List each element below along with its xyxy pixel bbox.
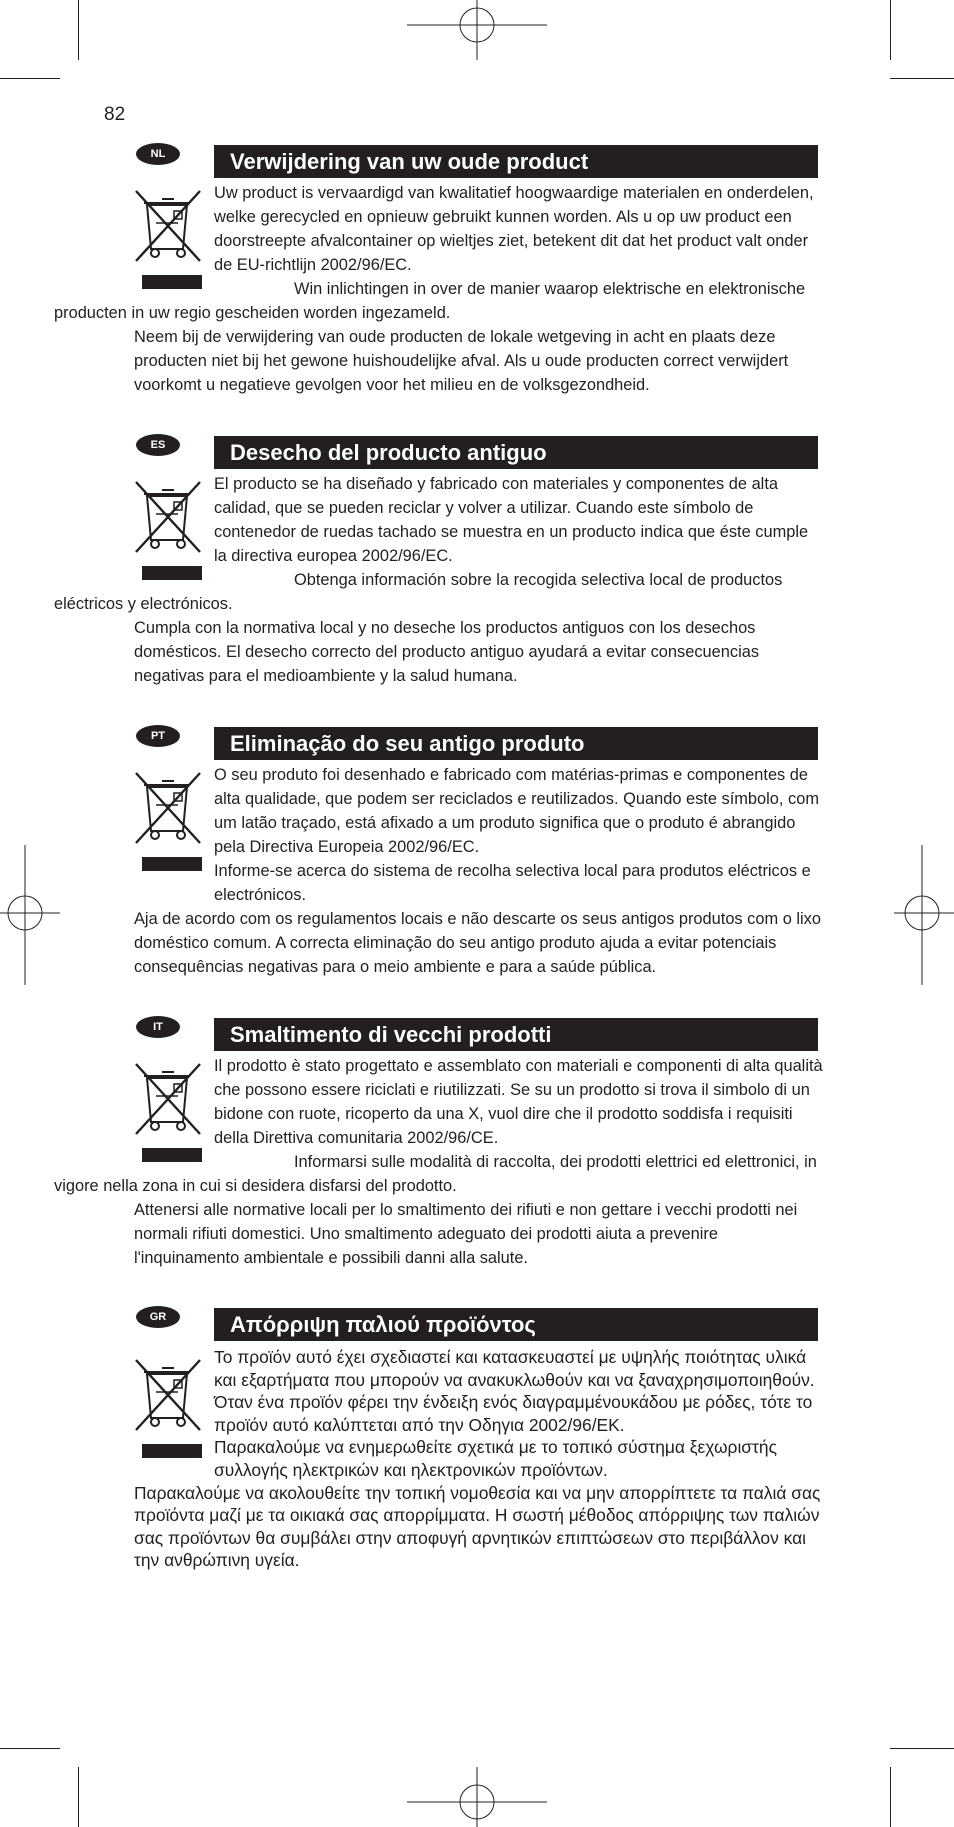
crossed-out-wheelie-bin-icon (134, 476, 204, 580)
crop-mark (78, 1767, 79, 1827)
section-title: Απόρριψη παλιού προϊόντος (214, 1308, 818, 1341)
section-body (134, 1346, 824, 1572)
section-title: Desecho del producto antiguo (214, 436, 818, 469)
crop-mark (890, 1748, 954, 1749)
crossed-out-wheelie-bin-icon (134, 1354, 204, 1458)
paragraph: Όταν ένα προϊόν φέρει την ένδειξη ενός διαγραμμένουκάδου με ρόδες, τότε το προϊόν αυτό καλύπτεται από την Οδηγια 2002/96/ΕΚ. (214, 1392, 813, 1435)
paragraph: El producto se ha diseñado y fabricado con materiales y componentes de alta calidad, que se pueden reciclar y volver a utilizar. Cuando este símbolo de contenedor de ruedas tachado se muestra en un producto indica que éste cumple la directiva europea 2002/96/EC. (214, 475, 809, 565)
crop-mark (0, 1748, 60, 1749)
page-number: 82 (104, 104, 126, 125)
section-body (54, 472, 824, 688)
language-badge: IT (136, 1016, 180, 1038)
registration-mark-right (894, 845, 954, 985)
section-body (54, 181, 824, 397)
paragraph: Informarsi sulle modalità di raccolta, dei prodotti elettrici ed elettronici, in vigore nella zona in cui si desidera disfarsi del prodotto. (54, 1153, 817, 1195)
crop-mark (890, 1767, 891, 1827)
paragraph: O seu produto foi desenhado e fabricado com matérias-primas e componentes de alta qualidade, que podem ser reciclados e reutilizados. Quando este símbolo, com um latão traçado, está afixado a um produto significa que o produto é abrangido pela Directiva Europeia 2002/96/EC. (214, 766, 819, 856)
paragraph: Attenersi alle normative locali per lo smaltimento dei rifiuti e non gettare i vecchi prodotti nei normali rifiuti domestici. Uno smaltimento adeguato dei prodotti aiuta a prevenire l'inquinamento ambientale e possibili danni alla salute. (134, 1201, 798, 1267)
paragraph: Aja de acordo com os regulamentos locais e não descarte os seus antigos produtos com o lixo doméstico comum. A correcta eliminação do seu antigo produto ajuda a evitar potenciais consequências negativas para o meio ambiente e para a saúde pública. (134, 910, 821, 976)
crossed-out-wheelie-bin-icon (134, 767, 204, 871)
language-badge: PT (136, 725, 180, 747)
paragraph: Το προϊόν αυτό έχει σχεδιαστεί και κατασκευαστεί με υψηλής ποιότητας υλικά και εξαρτήματα που μπορούν να ανακυκλωθούν και να ξαναχρησιμοποιηθούν. (214, 1347, 815, 1390)
language-badge: ES (136, 434, 180, 456)
paragraph: Il prodotto è stato progettato e assemblato con materiali e componenti di alta qualità che possono essere riciclati e riutilizzati. Se su un prodotto si trova il simbolo di un bidone con ruote, ricoperto da una X, vuol dire che il prodotto soddisfa i requisiti della Direttiva comunitaria 2002/96/CE. (214, 1057, 823, 1147)
language-badge: NL (136, 143, 180, 165)
paragraph: Παρακαλούμε να ενημερωθείτε σχετικά με το τοπικό σύστημα ξεχωριστής συλλογής ηλεκτρικών και ηλεκτρονικών προϊόντων. (214, 1437, 777, 1480)
paragraph: Παρακαλούμε να ακολουθείτε την τοπική νομοθεσία και να μην απορρίπτετε τα παλιά σας προϊόντα μαζί με τα οικιακά σας απορρίμματα. Η σωστή μέθοδος απόρριψης των παλιών σας προϊόντων θα συμβάλει στην αποφυγή αρνητικών επιπτώσεων στο περιβάλλον και την ανθρώπινη υγεία. (134, 1482, 821, 1571)
paragraph: Obtenga información sobre la recogida selectiva local de productos eléctricos y electrónicos. (54, 571, 783, 613)
crop-mark (78, 0, 79, 60)
crossed-out-wheelie-bin-icon (134, 185, 204, 289)
registration-mark-top (407, 0, 547, 60)
paragraph: Cumpla con la normativa local y no deseche los productos antiguos con los desechos domésticos. El desecho correcto del producto antiguo ayudará a evitar consecuencias negativas para el medioambiente y la salud humana. (134, 619, 760, 685)
crop-mark (890, 78, 954, 79)
paragraph: Uw product is vervaardigd van kwalitatief hoogwaardige materialen en onderdelen, welke gerecycled en opnieuw gebruikt kunnen worden. Als u op uw product een doorstreepte afvalcontainer op wieltjes ziet, betekent dit dat het product valt onder de EU-richtlijn 2002/96/EC. (214, 184, 814, 274)
crop-mark (890, 0, 891, 60)
paragraph: Informe-se acerca do sistema de recolha selectiva local para produtos eléctricos e electrónicos. (214, 862, 811, 904)
section-body (54, 1054, 824, 1270)
section-title: Smaltimento di vecchi prodotti (214, 1018, 818, 1051)
section-body (134, 763, 824, 979)
crop-mark (0, 78, 60, 79)
registration-mark-left (0, 845, 60, 985)
paragraph: Neem bij de verwijdering van oude producten de lokale wetgeving in acht en plaats deze producten niet bij het gewone huishoudelijke afval. Als u oude producten correct verwijdert voorkomt u negatieve gevolgen voor het milieu en de volksgezondheid. (134, 328, 789, 394)
crossed-out-wheelie-bin-icon (134, 1058, 204, 1162)
registration-mark-bottom (407, 1767, 547, 1827)
language-badge: GR (136, 1306, 180, 1328)
paragraph: Win inlichtingen in over de manier waarop elektrische en elektronische producten in uw regio gescheiden worden ingezameld. (54, 280, 806, 322)
section-title: Verwijdering van uw oude product (214, 145, 818, 178)
section-title: Eliminação do seu antigo produto (214, 727, 818, 760)
